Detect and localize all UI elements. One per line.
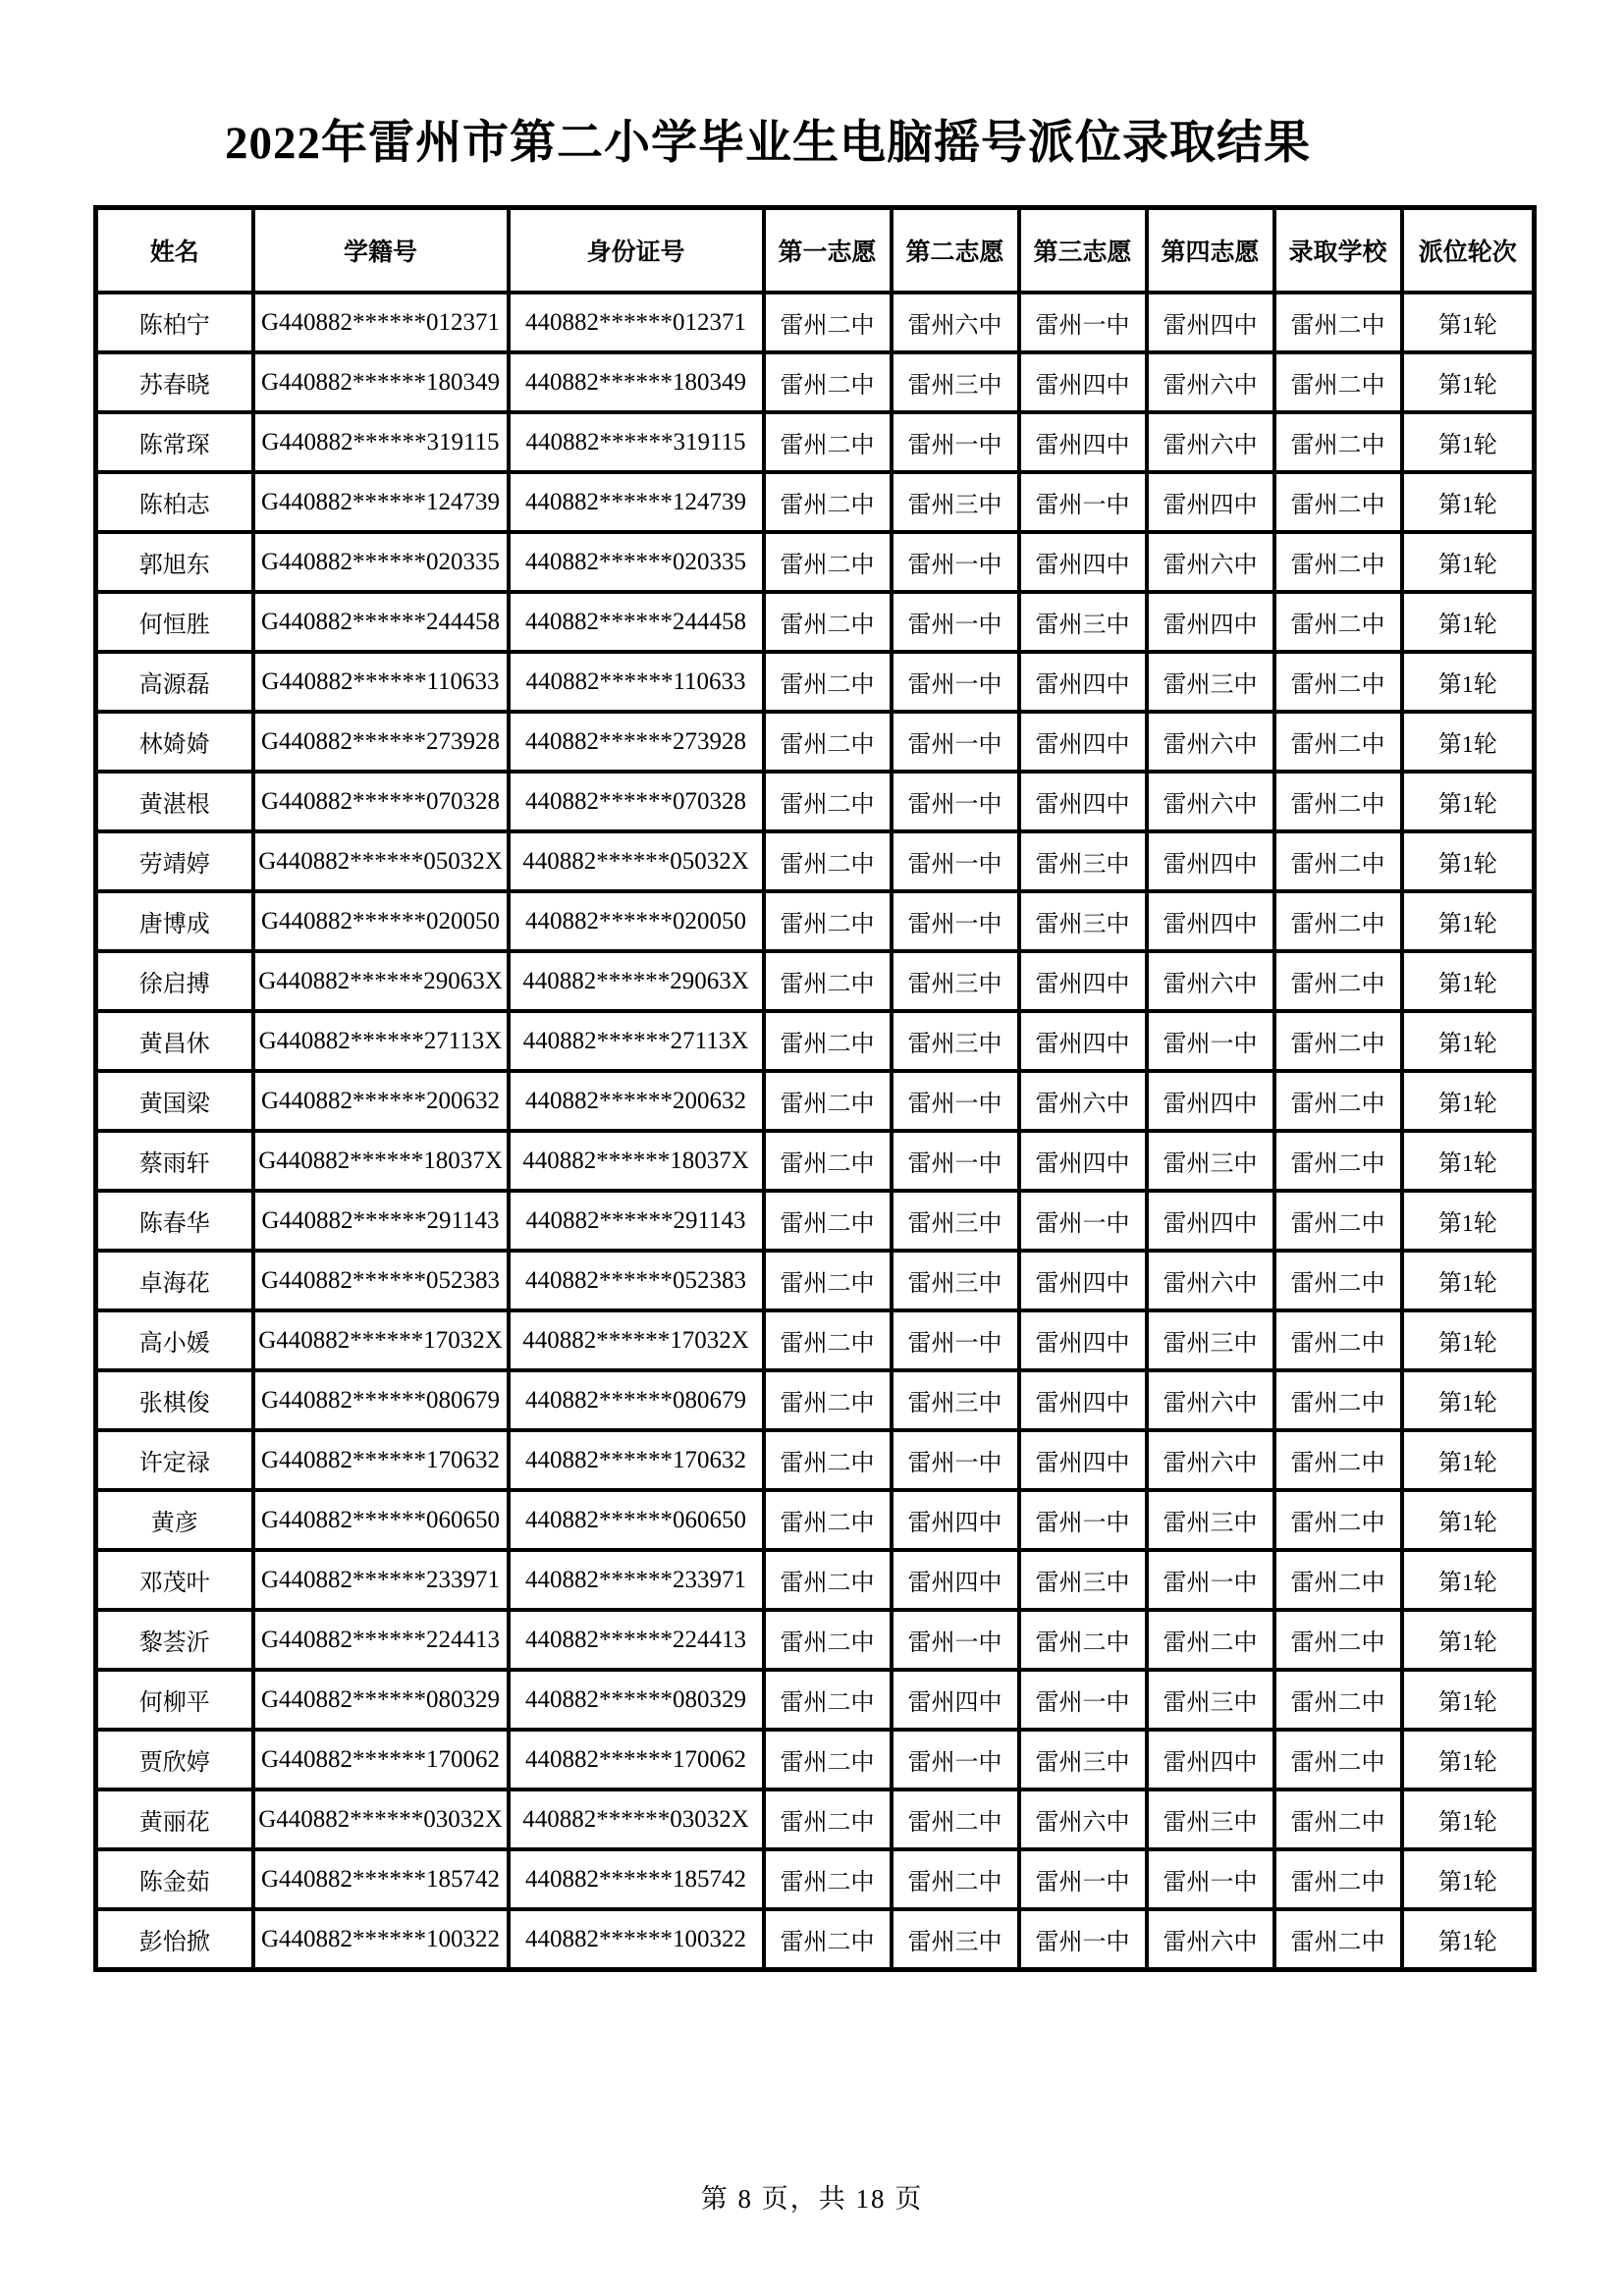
cell-student-id: G440882******070328 (253, 772, 509, 831)
cell-fourth-choice: 雷州六中 (1147, 1251, 1274, 1310)
cell-placement-round: 第1轮 (1402, 1370, 1535, 1430)
cell-student-id: G440882******052383 (253, 1251, 509, 1310)
cell-third-choice: 雷州四中 (1019, 772, 1147, 831)
column-header-first-choice: 第一志愿 (764, 208, 892, 294)
table-row (96, 472, 1535, 532)
cell-fourth-choice: 雷州四中 (1147, 293, 1274, 352)
cell-name: 黎荟沂 (96, 1610, 253, 1670)
cell-name: 黄丽花 (96, 1789, 253, 1849)
cell-second-choice: 雷州一中 (892, 652, 1019, 712)
cell-id-number: 440882******124739 (509, 472, 764, 532)
page-footer: 第 8 页，共 18 页 (700, 2184, 924, 2214)
cell-id-number: 440882******05032X (509, 831, 764, 891)
cell-placement-round: 第1轮 (1402, 1550, 1535, 1610)
cell-third-choice: 雷州一中 (1019, 472, 1147, 532)
cell-name: 高源磊 (96, 652, 253, 712)
column-header-id-number: 身份证号 (509, 208, 764, 294)
cell-id-number: 440882******224413 (509, 1610, 764, 1670)
table-row (96, 1730, 1535, 1789)
cell-name: 黄湛根 (96, 772, 253, 831)
cell-second-choice: 雷州一中 (892, 1310, 1019, 1370)
cell-id-number: 440882******03032X (509, 1789, 764, 1849)
cell-second-choice: 雷州一中 (892, 891, 1019, 951)
cell-third-choice: 雷州四中 (1019, 532, 1147, 592)
cell-name: 徐启搏 (96, 951, 253, 1011)
cell-placement-round: 第1轮 (1402, 1849, 1535, 1909)
cell-student-id: G440882******273928 (253, 712, 509, 772)
cell-third-choice: 雷州三中 (1019, 1730, 1147, 1789)
cell-admitted-school: 雷州二中 (1274, 1550, 1402, 1610)
cell-third-choice: 雷州一中 (1019, 1909, 1147, 1970)
cell-fourth-choice: 雷州六中 (1147, 772, 1274, 831)
cell-student-id: G440882******012371 (253, 293, 509, 352)
cell-name: 黄国梁 (96, 1071, 253, 1131)
cell-third-choice: 雷州三中 (1019, 891, 1147, 951)
cell-fourth-choice: 雷州六中 (1147, 352, 1274, 412)
cell-admitted-school: 雷州二中 (1274, 1011, 1402, 1071)
cell-first-choice: 雷州二中 (764, 1730, 892, 1789)
cell-name: 许定禄 (96, 1430, 253, 1490)
cell-fourth-choice: 雷州三中 (1147, 1310, 1274, 1370)
cell-student-id: G440882******124739 (253, 472, 509, 532)
cell-id-number: 440882******070328 (509, 772, 764, 831)
cell-placement-round: 第1轮 (1402, 352, 1535, 412)
cell-name: 何柳平 (96, 1670, 253, 1730)
cell-first-choice: 雷州二中 (764, 1131, 892, 1191)
cell-second-choice: 雷州一中 (892, 831, 1019, 891)
cell-second-choice: 雷州三中 (892, 1011, 1019, 1071)
cell-admitted-school: 雷州二中 (1274, 1370, 1402, 1430)
cell-id-number: 440882******273928 (509, 712, 764, 772)
cell-first-choice: 雷州二中 (764, 1490, 892, 1550)
cell-first-choice: 雷州二中 (764, 1430, 892, 1490)
table-row (96, 951, 1535, 1011)
cell-id-number: 440882******020050 (509, 891, 764, 951)
table-row (96, 1310, 1535, 1370)
cell-placement-round: 第1轮 (1402, 472, 1535, 532)
cell-admitted-school: 雷州二中 (1274, 951, 1402, 1011)
cell-second-choice: 雷州四中 (892, 1670, 1019, 1730)
cell-third-choice: 雷州六中 (1019, 1789, 1147, 1849)
cell-id-number: 440882******244458 (509, 592, 764, 652)
cell-first-choice: 雷州二中 (764, 592, 892, 652)
cell-third-choice: 雷州四中 (1019, 1430, 1147, 1490)
cell-id-number: 440882******100322 (509, 1909, 764, 1970)
cell-first-choice: 雷州二中 (764, 352, 892, 412)
cell-second-choice: 雷州二中 (892, 1849, 1019, 1909)
cell-second-choice: 雷州一中 (892, 712, 1019, 772)
cell-second-choice: 雷州一中 (892, 772, 1019, 831)
cell-fourth-choice: 雷州三中 (1147, 1789, 1274, 1849)
cell-third-choice: 雷州一中 (1019, 1670, 1147, 1730)
cell-name: 陈春华 (96, 1191, 253, 1251)
cell-third-choice: 雷州三中 (1019, 1550, 1147, 1610)
cell-placement-round: 第1轮 (1402, 1670, 1535, 1730)
cell-student-id: G440882******170632 (253, 1430, 509, 1490)
cell-fourth-choice: 雷州六中 (1147, 1430, 1274, 1490)
cell-student-id: G440882******020335 (253, 532, 509, 592)
table-row (96, 1370, 1535, 1430)
table-row (96, 1849, 1535, 1909)
cell-fourth-choice: 雷州三中 (1147, 1490, 1274, 1550)
cell-second-choice: 雷州三中 (892, 472, 1019, 532)
cell-student-id: G440882******060650 (253, 1490, 509, 1550)
column-header-admitted-school: 录取学校 (1274, 208, 1402, 294)
cell-third-choice: 雷州四中 (1019, 1370, 1147, 1430)
cell-id-number: 440882******185742 (509, 1849, 764, 1909)
cell-second-choice: 雷州一中 (892, 1430, 1019, 1490)
cell-id-number: 440882******080679 (509, 1370, 764, 1430)
table-row (96, 831, 1535, 891)
cell-name: 彭怡掀 (96, 1909, 253, 1970)
cell-id-number: 440882******233971 (509, 1550, 764, 1610)
cell-first-choice: 雷州二中 (764, 652, 892, 712)
cell-admitted-school: 雷州二中 (1274, 1251, 1402, 1310)
cell-admitted-school: 雷州二中 (1274, 1430, 1402, 1490)
cell-admitted-school: 雷州二中 (1274, 592, 1402, 652)
cell-placement-round: 第1轮 (1402, 1610, 1535, 1670)
cell-placement-round: 第1轮 (1402, 412, 1535, 472)
cell-placement-round: 第1轮 (1402, 1191, 1535, 1251)
cell-first-choice: 雷州二中 (764, 712, 892, 772)
cell-student-id: G440882******17032X (253, 1310, 509, 1370)
cell-first-choice: 雷州二中 (764, 1191, 892, 1251)
cell-first-choice: 雷州二中 (764, 1610, 892, 1670)
cell-admitted-school: 雷州二中 (1274, 1789, 1402, 1849)
cell-student-id: G440882******27113X (253, 1011, 509, 1071)
cell-student-id: G440882******110633 (253, 652, 509, 712)
cell-first-choice: 雷州二中 (764, 951, 892, 1011)
cell-first-choice: 雷州二中 (764, 772, 892, 831)
cell-id-number: 440882******012371 (509, 293, 764, 352)
cell-first-choice: 雷州二中 (764, 831, 892, 891)
cell-fourth-choice: 雷州四中 (1147, 831, 1274, 891)
cell-third-choice: 雷州三中 (1019, 831, 1147, 891)
table-row (96, 1191, 1535, 1251)
cell-fourth-choice: 雷州四中 (1147, 1730, 1274, 1789)
cell-id-number: 440882******200632 (509, 1071, 764, 1131)
cell-student-id: G440882******200632 (253, 1071, 509, 1131)
cell-id-number: 440882******18037X (509, 1131, 764, 1191)
cell-student-id: G440882******080329 (253, 1670, 509, 1730)
cell-name: 张棋俊 (96, 1370, 253, 1430)
table-row (96, 1490, 1535, 1550)
cell-placement-round: 第1轮 (1402, 532, 1535, 592)
cell-first-choice: 雷州二中 (764, 293, 892, 352)
cell-student-id: G440882******291143 (253, 1191, 509, 1251)
cell-student-id: G440882******244458 (253, 592, 509, 652)
cell-first-choice: 雷州二中 (764, 1310, 892, 1370)
cell-first-choice: 雷州二中 (764, 472, 892, 532)
table-row (96, 1670, 1535, 1730)
cell-fourth-choice: 雷州一中 (1147, 1011, 1274, 1071)
cell-admitted-school: 雷州二中 (1274, 1670, 1402, 1730)
cell-placement-round: 第1轮 (1402, 1430, 1535, 1490)
cell-fourth-choice: 雷州六中 (1147, 1370, 1274, 1430)
cell-fourth-choice: 雷州六中 (1147, 412, 1274, 472)
cell-id-number: 440882******052383 (509, 1251, 764, 1310)
cell-first-choice: 雷州二中 (764, 1011, 892, 1071)
table-row (96, 352, 1535, 412)
cell-name: 陈柏宁 (96, 293, 253, 352)
cell-fourth-choice: 雷州六中 (1147, 532, 1274, 592)
cell-placement-round: 第1轮 (1402, 1730, 1535, 1789)
cell-placement-round: 第1轮 (1402, 1789, 1535, 1849)
cell-placement-round: 第1轮 (1402, 1011, 1535, 1071)
cell-second-choice: 雷州四中 (892, 1550, 1019, 1610)
cell-fourth-choice: 雷州六中 (1147, 951, 1274, 1011)
cell-first-choice: 雷州二中 (764, 1370, 892, 1430)
cell-third-choice: 雷州一中 (1019, 1490, 1147, 1550)
cell-third-choice: 雷州一中 (1019, 293, 1147, 352)
cell-admitted-school: 雷州二中 (1274, 1131, 1402, 1191)
cell-third-choice: 雷州四中 (1019, 1011, 1147, 1071)
cell-id-number: 440882******170062 (509, 1730, 764, 1789)
cell-admitted-school: 雷州二中 (1274, 1610, 1402, 1670)
cell-fourth-choice: 雷州六中 (1147, 1909, 1274, 1970)
cell-name: 邓茂叶 (96, 1550, 253, 1610)
cell-name: 黄昌休 (96, 1011, 253, 1071)
column-header-fourth-choice: 第四志愿 (1147, 208, 1274, 294)
cell-admitted-school: 雷州二中 (1274, 772, 1402, 831)
cell-placement-round: 第1轮 (1402, 951, 1535, 1011)
cell-first-choice: 雷州二中 (764, 532, 892, 592)
cell-id-number: 440882******170632 (509, 1430, 764, 1490)
cell-placement-round: 第1轮 (1402, 1490, 1535, 1550)
column-header-third-choice: 第三志愿 (1019, 208, 1147, 294)
cell-third-choice: 雷州三中 (1019, 592, 1147, 652)
cell-name: 苏春晓 (96, 352, 253, 412)
cell-third-choice: 雷州四中 (1019, 412, 1147, 472)
cell-admitted-school: 雷州二中 (1274, 1310, 1402, 1370)
cell-student-id: G440882******185742 (253, 1849, 509, 1909)
cell-student-id: G440882******100322 (253, 1909, 509, 1970)
cell-fourth-choice: 雷州三中 (1147, 652, 1274, 712)
table-row (96, 772, 1535, 831)
cell-fourth-choice: 雷州一中 (1147, 1550, 1274, 1610)
cell-third-choice: 雷州四中 (1019, 1131, 1147, 1191)
cell-id-number: 440882******110633 (509, 652, 764, 712)
cell-admitted-school: 雷州二中 (1274, 652, 1402, 712)
cell-second-choice: 雷州三中 (892, 951, 1019, 1011)
cell-admitted-school: 雷州二中 (1274, 1490, 1402, 1550)
cell-id-number: 440882******319115 (509, 412, 764, 472)
cell-name: 卓海花 (96, 1251, 253, 1310)
cell-first-choice: 雷州二中 (764, 412, 892, 472)
cell-second-choice: 雷州一中 (892, 1131, 1019, 1191)
cell-admitted-school: 雷州二中 (1274, 412, 1402, 472)
table-row (96, 532, 1535, 592)
cell-third-choice: 雷州四中 (1019, 1310, 1147, 1370)
cell-student-id: G440882******180349 (253, 352, 509, 412)
page-title: 2022年雷州市第二小学毕业生电脑摇号派位录取结果 (225, 118, 1311, 169)
cell-student-id: G440882******29063X (253, 951, 509, 1011)
cell-placement-round: 第1轮 (1402, 1251, 1535, 1310)
cell-third-choice: 雷州一中 (1019, 1849, 1147, 1909)
cell-third-choice: 雷州二中 (1019, 1610, 1147, 1670)
table-row (96, 1011, 1535, 1071)
cell-student-id: G440882******080679 (253, 1370, 509, 1430)
table-header-row (96, 208, 1535, 294)
cell-placement-round: 第1轮 (1402, 1131, 1535, 1191)
cell-third-choice: 雷州六中 (1019, 1071, 1147, 1131)
cell-third-choice: 雷州四中 (1019, 1251, 1147, 1310)
cell-admitted-school: 雷州二中 (1274, 712, 1402, 772)
cell-student-id: G440882******224413 (253, 1610, 509, 1670)
table-row (96, 1909, 1535, 1970)
cell-admitted-school: 雷州二中 (1274, 1849, 1402, 1909)
cell-second-choice: 雷州三中 (892, 1251, 1019, 1310)
cell-first-choice: 雷州二中 (764, 1071, 892, 1131)
cell-placement-round: 第1轮 (1402, 592, 1535, 652)
cell-student-id: G440882******170062 (253, 1730, 509, 1789)
cell-second-choice: 雷州一中 (892, 412, 1019, 472)
cell-admitted-school: 雷州二中 (1274, 532, 1402, 592)
column-header-name: 姓名 (96, 208, 253, 294)
cell-admitted-school: 雷州二中 (1274, 831, 1402, 891)
cell-placement-round: 第1轮 (1402, 652, 1535, 712)
table-row (96, 712, 1535, 772)
cell-second-choice: 雷州一中 (892, 1071, 1019, 1131)
cell-id-number: 440882******291143 (509, 1191, 764, 1251)
cell-admitted-school: 雷州二中 (1274, 1071, 1402, 1131)
column-header-second-choice: 第二志愿 (892, 208, 1019, 294)
cell-name: 何恒胜 (96, 592, 253, 652)
table-row (96, 412, 1535, 472)
cell-student-id: G440882******319115 (253, 412, 509, 472)
cell-second-choice: 雷州六中 (892, 293, 1019, 352)
cell-second-choice: 雷州一中 (892, 1730, 1019, 1789)
table-row (96, 1131, 1535, 1191)
results-table (93, 205, 1537, 1972)
table-row (96, 1430, 1535, 1490)
cell-name: 蔡雨轩 (96, 1131, 253, 1191)
table-row (96, 891, 1535, 951)
cell-first-choice: 雷州二中 (764, 1251, 892, 1310)
cell-id-number: 440882******27113X (509, 1011, 764, 1071)
cell-admitted-school: 雷州二中 (1274, 293, 1402, 352)
cell-placement-round: 第1轮 (1402, 1071, 1535, 1131)
cell-fourth-choice: 雷州四中 (1147, 891, 1274, 951)
table-row (96, 1251, 1535, 1310)
cell-fourth-choice: 雷州四中 (1147, 1191, 1274, 1251)
cell-id-number: 440882******29063X (509, 951, 764, 1011)
cell-name: 劳靖婷 (96, 831, 253, 891)
cell-placement-round: 第1轮 (1402, 712, 1535, 772)
cell-third-choice: 雷州四中 (1019, 712, 1147, 772)
cell-student-id: G440882******020050 (253, 891, 509, 951)
cell-name: 高小媛 (96, 1310, 253, 1370)
cell-fourth-choice: 雷州六中 (1147, 712, 1274, 772)
table-row (96, 1789, 1535, 1849)
table-row (96, 652, 1535, 712)
cell-name: 陈常琛 (96, 412, 253, 472)
cell-name: 陈金茹 (96, 1849, 253, 1909)
cell-fourth-choice: 雷州三中 (1147, 1131, 1274, 1191)
cell-second-choice: 雷州四中 (892, 1490, 1019, 1550)
column-header-placement-round: 派位轮次 (1402, 208, 1535, 294)
table-row (96, 1610, 1535, 1670)
table-row (96, 592, 1535, 652)
cell-placement-round: 第1轮 (1402, 1310, 1535, 1370)
table-body (96, 293, 1535, 1970)
cell-fourth-choice: 雷州四中 (1147, 1071, 1274, 1131)
cell-id-number: 440882******17032X (509, 1310, 764, 1370)
cell-third-choice: 雷州四中 (1019, 652, 1147, 712)
cell-student-id: G440882******18037X (253, 1131, 509, 1191)
cell-second-choice: 雷州一中 (892, 1610, 1019, 1670)
cell-fourth-choice: 雷州四中 (1147, 472, 1274, 532)
cell-placement-round: 第1轮 (1402, 772, 1535, 831)
column-header-student-id: 学籍号 (253, 208, 509, 294)
cell-name: 林婍婍 (96, 712, 253, 772)
cell-first-choice: 雷州二中 (764, 1909, 892, 1970)
cell-fourth-choice: 雷州一中 (1147, 1849, 1274, 1909)
cell-placement-round: 第1轮 (1402, 831, 1535, 891)
cell-student-id: G440882******03032X (253, 1789, 509, 1849)
cell-second-choice: 雷州三中 (892, 1191, 1019, 1251)
cell-first-choice: 雷州二中 (764, 1849, 892, 1909)
cell-second-choice: 雷州三中 (892, 1909, 1019, 1970)
table-row (96, 1071, 1535, 1131)
cell-placement-round: 第1轮 (1402, 891, 1535, 951)
cell-first-choice: 雷州二中 (764, 1550, 892, 1610)
cell-fourth-choice: 雷州二中 (1147, 1610, 1274, 1670)
cell-id-number: 440882******020335 (509, 532, 764, 592)
cell-second-choice: 雷州二中 (892, 1789, 1019, 1849)
cell-name: 黄彦 (96, 1490, 253, 1550)
table-row (96, 293, 1535, 352)
cell-second-choice: 雷州三中 (892, 352, 1019, 412)
cell-first-choice: 雷州二中 (764, 1789, 892, 1849)
cell-fourth-choice: 雷州三中 (1147, 1670, 1274, 1730)
cell-id-number: 440882******180349 (509, 352, 764, 412)
cell-admitted-school: 雷州二中 (1274, 352, 1402, 412)
cell-second-choice: 雷州一中 (892, 532, 1019, 592)
cell-student-id: G440882******233971 (253, 1550, 509, 1610)
cell-name: 陈柏志 (96, 472, 253, 532)
cell-admitted-school: 雷州二中 (1274, 1909, 1402, 1970)
cell-placement-round: 第1轮 (1402, 293, 1535, 352)
cell-placement-round: 第1轮 (1402, 1909, 1535, 1970)
cell-admitted-school: 雷州二中 (1274, 472, 1402, 532)
table-row (96, 1550, 1535, 1610)
cell-first-choice: 雷州二中 (764, 891, 892, 951)
cell-name: 郭旭东 (96, 532, 253, 592)
cell-first-choice: 雷州二中 (764, 1670, 892, 1730)
cell-third-choice: 雷州四中 (1019, 352, 1147, 412)
cell-admitted-school: 雷州二中 (1274, 1191, 1402, 1251)
cell-admitted-school: 雷州二中 (1274, 1730, 1402, 1789)
cell-id-number: 440882******080329 (509, 1670, 764, 1730)
cell-id-number: 440882******060650 (509, 1490, 764, 1550)
cell-second-choice: 雷州一中 (892, 592, 1019, 652)
cell-name: 贾欣婷 (96, 1730, 253, 1789)
cell-third-choice: 雷州一中 (1019, 1191, 1147, 1251)
cell-third-choice: 雷州四中 (1019, 951, 1147, 1011)
cell-fourth-choice: 雷州四中 (1147, 592, 1274, 652)
cell-student-id: G440882******05032X (253, 831, 509, 891)
cell-second-choice: 雷州三中 (892, 1370, 1019, 1430)
cell-admitted-school: 雷州二中 (1274, 891, 1402, 951)
cell-name: 唐博成 (96, 891, 253, 951)
